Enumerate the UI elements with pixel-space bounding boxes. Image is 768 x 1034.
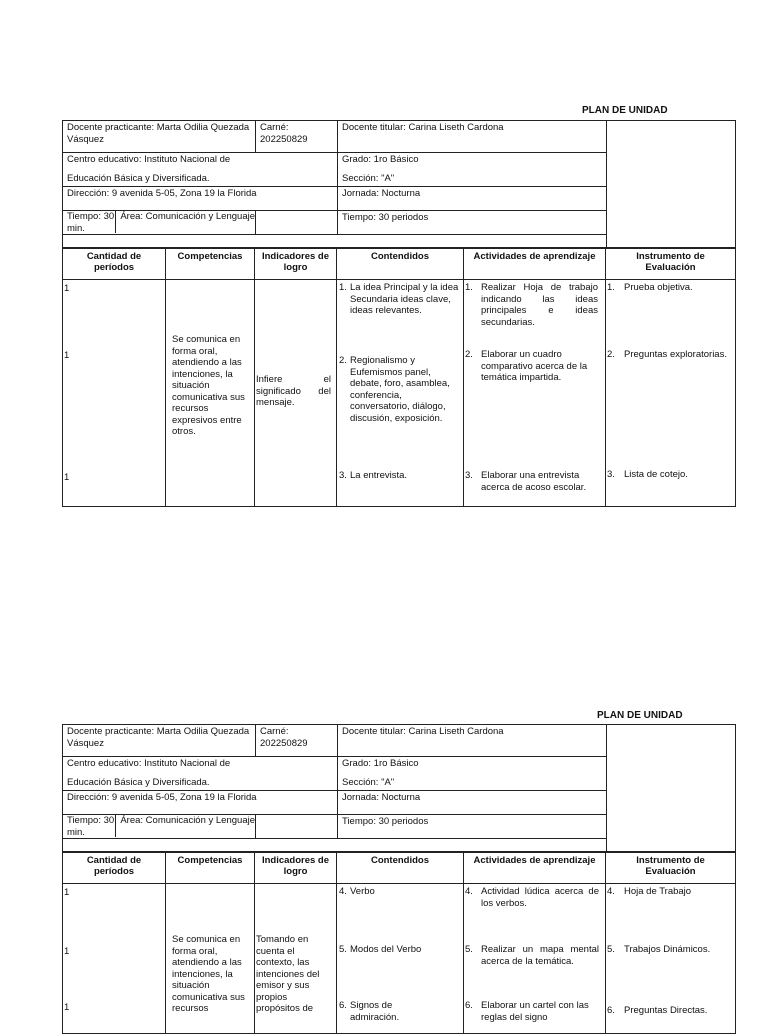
centro-line-1: Centro educativo: Instituto Nacional de — [67, 154, 231, 165]
centro-line-1: Centro educativo: Instituto Nacional de — [67, 758, 231, 769]
contenido-item: 2. Regionalismo y Eufemismos panel, debate, foro, asamblea, conferencia, conversatorio, diálogo, discusión, exposición. — [339, 355, 450, 424]
header-table — [62, 724, 736, 852]
contenidos-cell — [337, 884, 464, 1034]
plan-title: PLAN DE UNIDAD — [597, 710, 683, 721]
docente-titular: Docente titular: Carina Liseth Cardona — [338, 121, 607, 153]
col-header-periodos: Cantidad de períodos — [63, 853, 166, 884]
contenido-item: 6. Signos de admiración. — [339, 1000, 400, 1023]
header-blank-cell — [607, 121, 736, 248]
actividad-item: 1. Realizar Hoja de trabajo indicando las ideas principales e ideas secundarias. — [465, 282, 598, 328]
header-blank-cell — [607, 725, 736, 852]
instrumento-item: 2. Preguntas exploratorias. — [607, 349, 727, 360]
actividades-cell — [464, 280, 606, 507]
area-spacer — [256, 211, 338, 235]
instrumentos-cell — [606, 280, 736, 507]
centro-educativo — [63, 153, 338, 187]
period-3: 1 — [64, 1002, 70, 1013]
instrumento-item: 4. Hoja de Trabajo — [607, 886, 692, 897]
grado-seccion — [338, 153, 607, 187]
docente-titular: Docente titular: Carina Liseth Cardona — [338, 725, 607, 757]
tiempo-cell — [63, 815, 256, 839]
grado: Grado: 1ro Básico — [342, 758, 419, 769]
contenido-item: 5. Modos del Verbo — [339, 944, 422, 955]
actividad-item: 4. Actividad lúdica acerca de los verbos. — [465, 886, 599, 909]
competencia-cell — [166, 884, 255, 1034]
seccion: Sección: "A" — [342, 173, 395, 184]
direccion: Dirección: 9 avenida 5-05, Zona 19 la Florida — [63, 187, 338, 211]
tiempo-periodos: Tiempo: 30 periodos — [338, 815, 607, 839]
plan-unidad-sheet — [62, 724, 735, 1034]
header-table — [62, 120, 736, 248]
jornada: Jornada: Nocturna — [338, 187, 607, 211]
docente-practicante: Docente practicante: Marta Odilia Quezada Vásquez — [63, 121, 256, 153]
centro-line-2: Educación Básica y Diversificada. — [67, 777, 210, 788]
col-header-indicadores: Indicadores de logro — [255, 249, 337, 280]
contenido-item: 4. Verbo — [339, 886, 375, 897]
col-header-contenidos: Contendidos — [337, 853, 464, 884]
tiempo-periodos: Tiempo: 30 periodos — [338, 211, 607, 235]
plan-table — [62, 248, 736, 507]
col-header-instrumento: Instrumento de Evaluación — [606, 249, 736, 280]
plan-title: PLAN DE UNIDAD — [582, 105, 668, 116]
col-header-competencias: Competencias — [166, 249, 255, 280]
area: Área: Comunicación y Lenguaje — [120, 211, 255, 222]
contenido-item: 1. La idea Principal y la idea Secundaria ideas clave, ideas relevantes. — [339, 282, 459, 316]
periods-cell — [63, 280, 166, 507]
competencia-text: Se comunica en forma oral, atendiendo a las intenciones, la situación comunicativa sus recursos — [172, 934, 245, 1014]
col-header-instrumento: Instrumento de Evaluación — [606, 853, 736, 884]
instrumento-item: 6. Preguntas Directas. — [607, 1005, 708, 1016]
docente-practicante: Docente practicante: Marta Odilia Quezada Vásquez — [63, 725, 256, 757]
tiempo-cell — [63, 211, 256, 235]
actividad-item: 3. Elaborar una entrevista acerca de acoso escolar. — [465, 470, 587, 493]
instrumento-item: 1. Prueba objetiva. — [607, 282, 693, 293]
actividad-item: 6. Elaborar un cartel con las reglas del signo — [465, 1000, 589, 1023]
centro-line-2: Educación Básica y Diversificada. — [67, 173, 210, 184]
competencia-text: Se comunica en forma oral, atendiendo a las intenciones, la situación comunicativa sus recursos expresivos entre otros. — [172, 334, 245, 437]
contenidos-cell — [337, 280, 464, 507]
indicador-cell — [255, 280, 337, 507]
col-header-competencias: Competencias — [166, 853, 255, 884]
tiempo: Tiempo: 30 min. — [63, 815, 116, 837]
carne: Carné: 202250829 — [256, 725, 338, 757]
area: Área: Comunicación y Lenguaje — [120, 815, 255, 826]
instrumento-item: 5. Trabajos Dinámicos. — [607, 944, 711, 955]
plan-table — [62, 852, 736, 1034]
centro-educativo — [63, 757, 338, 791]
competencia-cell — [166, 280, 255, 507]
plan-unidad-sheet — [62, 120, 735, 507]
instrumento-item: 3. Lista de cotejo. — [607, 469, 688, 480]
area-spacer — [256, 815, 338, 839]
spacer-row — [63, 839, 607, 852]
carne: Carné: 202250829 — [256, 121, 338, 153]
spacer-row — [63, 235, 607, 248]
period-2: 1 — [64, 946, 70, 957]
indicador-cell — [255, 884, 337, 1034]
contenido-item: 3. La entrevista. — [339, 470, 408, 481]
direccion: Dirección: 9 avenida 5-05, Zona 19 la Florida — [63, 791, 338, 815]
period-3: 1 — [64, 472, 70, 483]
jornada: Jornada: Nocturna — [338, 791, 607, 815]
col-header-contenidos: Contendidos — [337, 249, 464, 280]
actividad-item: 2. Elaborar un cuadro comparativo acerca de la temática impartida. — [465, 349, 588, 383]
actividad-item: 5. Realizar un mapa mental acerca de la temática. — [465, 944, 599, 967]
indicador-text: Tomando en cuenta el contexto, las intenciones del emisor y sus propios propósitos de — [256, 934, 320, 1014]
period-1: 1 — [64, 887, 70, 898]
actividades-cell — [464, 884, 606, 1034]
seccion: Sección: "A" — [342, 777, 395, 788]
grado: Grado: 1ro Básico — [342, 154, 419, 165]
col-header-actividades: Actividades de aprendizaje — [464, 853, 606, 884]
col-header-indicadores: Indicadores de logro — [255, 853, 337, 884]
col-header-actividades: Actividades de aprendizaje — [464, 249, 606, 280]
period-1: 1 — [64, 283, 70, 294]
indicador-text: Infiere el significado del mensaje. — [256, 374, 331, 408]
instrumentos-cell — [606, 884, 736, 1034]
tiempo: Tiempo: 30 min. — [63, 211, 116, 233]
grado-seccion — [338, 757, 607, 791]
period-2: 1 — [64, 350, 70, 361]
periods-cell — [63, 884, 166, 1034]
col-header-periodos: Cantidad de períodos — [63, 249, 166, 280]
